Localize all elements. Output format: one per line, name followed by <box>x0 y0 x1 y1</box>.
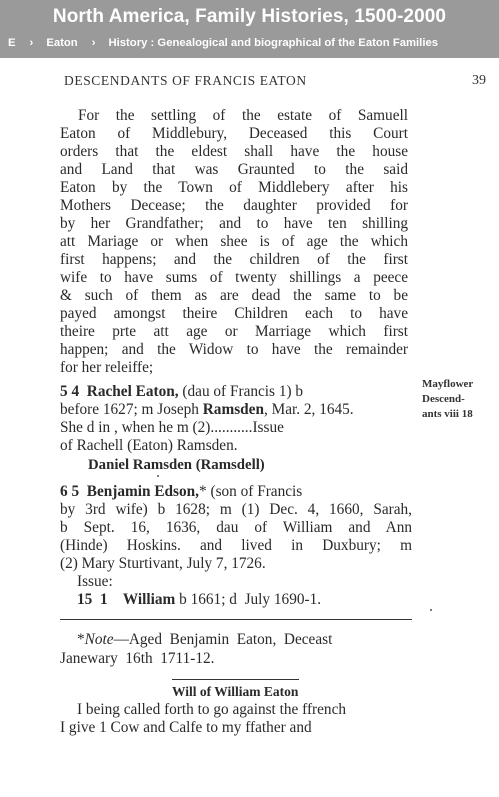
breadcrumb-separator-icon: › <box>29 37 34 49</box>
document-page <box>0 58 499 797</box>
entry-text: (dau of Francis 1) b <box>182 383 304 400</box>
entry-benjamin-line: (Hinde) Hoskins. and lived in Duxbury; m <box>60 537 412 554</box>
spouse-name: Ramsden <box>202 401 264 418</box>
breadcrumb-item-book[interactable]: History : Genealogical and biographical of the Eaton Families <box>108 37 439 49</box>
print-speck <box>430 609 432 611</box>
breadcrumb-separator-icon: › <box>91 37 96 49</box>
entry-rachel-line1 <box>60 383 412 401</box>
will-line: I being called forth to go against the ffrench <box>77 701 347 718</box>
print-speck <box>157 475 159 477</box>
paragraph-line: theire prte att age or Marriage which first <box>60 323 408 340</box>
paragraph-line: wife to have sums of twenty shillings a peece <box>60 269 408 286</box>
entry-benjamin-line: by 3rd wife) b 1628; m (1) Dec. 4, 1660, Sarah, <box>60 501 412 518</box>
paragraph-line: Mothers Decease; the daughter provided for <box>60 197 408 214</box>
paragraph-line: and Land that was Graunted to the said <box>60 161 408 178</box>
paragraph-line: happen; and the Widow to have the remainder <box>60 341 408 358</box>
margin-note-line: ants viii 18 <box>422 408 473 420</box>
footnote-star: * <box>77 631 85 648</box>
collection-title: North America, Family Histories, 1500-2000 <box>52 6 447 27</box>
paragraph-line: first happens; and the children of the first <box>60 251 408 268</box>
top-header-bar <box>0 0 499 58</box>
note-text: —Aged Benjamin Eaton, Deceast <box>113 631 333 648</box>
entry-benjamin-line1 <box>60 483 412 501</box>
paragraph-line: Eaton by the Town of Middlebery after his <box>60 179 408 196</box>
child-name: Daniel Ramsden (Ramsdell) <box>88 457 265 473</box>
paragraph-line: payed amongst theire Children each to have <box>60 305 408 322</box>
entry-text: * (son of Francis <box>199 483 303 500</box>
entry-numbers: 15 1 <box>77 591 108 608</box>
child-entry <box>77 591 321 609</box>
margin-note-line: Descend- <box>422 393 465 405</box>
entry-benjamin-line: (2) Mary Sturtivant, July 7, 1726. <box>60 555 266 572</box>
entry-rachel-line2 <box>60 401 354 419</box>
separator-rule <box>172 679 299 680</box>
entry-rachel-line3: She d in , when he m (2)...........Issue <box>60 419 284 436</box>
entry-text: b 1661; d July 1690-1. <box>175 591 322 608</box>
person-name: Rachel Eaton, <box>86 383 179 400</box>
paragraph-line: For the settling of the estate of Samuell <box>78 107 408 124</box>
paragraph-line: for her releiffe; <box>60 359 154 376</box>
note-line: Janewary 16th 1711-12. <box>60 650 215 667</box>
note-label: Note <box>84 631 114 648</box>
breadcrumb <box>8 35 498 51</box>
breadcrumb-item-letter[interactable]: E <box>8 37 16 49</box>
issue-label: Issue: <box>77 573 113 590</box>
note-line <box>77 631 412 649</box>
entry-numbers: 5 4 <box>60 383 80 400</box>
entry-text: , Mar. 2, 1645. <box>263 401 354 418</box>
paragraph-line: by her Grandfather; and to have ten shilling <box>60 215 408 232</box>
paragraph-line: & such of them as are dead the same to be <box>60 287 408 304</box>
entry-numbers: 6 5 <box>60 483 80 500</box>
section-heading: Will of William Eaton <box>172 684 299 699</box>
paragraph-line: orders that the eldest shall have the house <box>60 143 408 160</box>
running-head: DESCENDANTS OF FRANCIS EATON <box>64 73 307 88</box>
breadcrumb-item-surname[interactable]: Eaton <box>46 37 78 49</box>
margin-note-line: Mayflower <box>422 378 474 390</box>
separator-rule <box>60 619 412 620</box>
entry-benjamin-line: b Sept. 16, 1636, dau of William and Ann <box>60 519 412 536</box>
paragraph-line: att Mariage or when shee is of age the which <box>60 233 408 250</box>
page-number: 39 <box>472 73 486 88</box>
entry-text: before 1627; m Joseph <box>60 401 203 418</box>
child-name: William <box>122 591 176 608</box>
will-line: I give 1 Cow and Calfe to my ffather and <box>60 719 312 736</box>
person-name: Benjamin Edson, <box>86 483 199 500</box>
paragraph-line: Eaton of Middlebury, Deceased this Court <box>60 125 408 142</box>
entry-rachel-line4: of Rachell (Eaton) Ramsden. <box>60 437 238 454</box>
